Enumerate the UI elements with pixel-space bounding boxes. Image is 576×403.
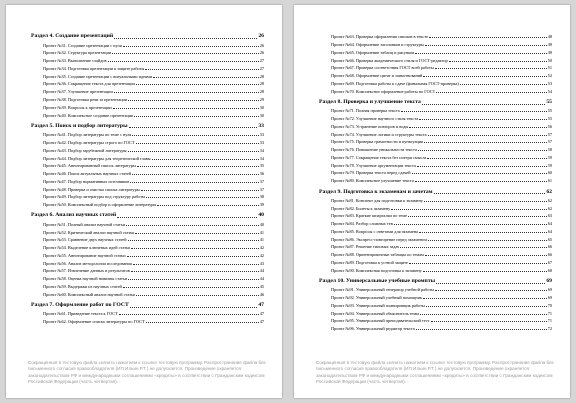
dot-leader [436, 92, 546, 93]
toc-entry [31, 200, 264, 208]
page-number: 49 [547, 49, 552, 55]
dot-leader [146, 322, 259, 323]
page-number: 56 [547, 123, 552, 129]
dot-leader [415, 181, 547, 182]
toc-entry [319, 176, 552, 184]
toc-entry [319, 71, 552, 79]
page-number: 49 [547, 42, 552, 48]
toc-entry-label: Проект №90. Комплексная подготовка к экзамену [331, 267, 422, 273]
toc-entry [31, 110, 264, 118]
toc-entry-label: Проект №95. Универсальный преподавательский тест [331, 318, 430, 324]
toc-entry-label: Проект №96. Универсальный редактор текста [331, 326, 415, 332]
toc-entry-label: Проект №93. Универсальный планировщик работы [331, 302, 425, 308]
page-number: 64 [547, 228, 552, 234]
toc-entry [31, 177, 264, 185]
toc-entry [319, 145, 552, 153]
page-number: 42 [259, 252, 264, 258]
dot-leader [136, 143, 259, 144]
document-page-left [6, 5, 282, 398]
page-number: 37 [259, 178, 264, 184]
toc-entry-label: Проект №73. Устранение повторов и воды [331, 123, 409, 129]
toc-entry [31, 289, 264, 297]
dot-leader [412, 173, 547, 174]
page-number: 55 [546, 99, 552, 106]
toc-entry [31, 184, 264, 192]
dot-leader [419, 119, 547, 120]
dot-leader [424, 201, 547, 202]
toc-entry [31, 282, 264, 290]
toc-entry-label: Проект №43. Подбор зарубежной литературы [43, 147, 127, 153]
dot-leader [423, 298, 547, 299]
toc-entry-label: Проект №65. Оформление таблиц и рисунков [331, 49, 415, 55]
page-number: 62 [547, 197, 552, 203]
toc-entry-label: Проект №31. Создание презентации с нуля [43, 42, 122, 48]
toc-entry [31, 192, 264, 200]
toc-entry-label: Проект №48. Проверка и очистка списка литературы [43, 186, 140, 192]
dot-leader [431, 321, 547, 322]
dot-leader [112, 53, 259, 54]
toc-entry-label: Проект №60. Комплексный анализ научной статьи [43, 291, 136, 297]
toc-entry-label: Проект №47. Подбор нормативных источников [43, 178, 130, 184]
page-number: 37 [259, 186, 264, 192]
toc-section-heading [319, 187, 552, 195]
page-number: 40 [259, 221, 264, 227]
dot-leader [114, 92, 259, 93]
dot-leader [130, 307, 258, 308]
dot-leader [426, 306, 547, 307]
toc-entry-label: Проект №86. Экспресс-повторение перед экзаменом [331, 236, 427, 242]
toc-entry [31, 103, 264, 111]
page-number: 41 [259, 237, 264, 243]
dot-leader [460, 84, 547, 85]
toc-entry-label: Проект №81. Конспект для подготовки к экзамену [331, 197, 423, 203]
toc-entry [319, 234, 552, 242]
section-title: Раздел 10. Универсальные учебные промпты [319, 278, 436, 285]
toc-section-heading [31, 301, 264, 309]
page-number: 50 [547, 57, 552, 63]
dot-leader [416, 329, 547, 330]
toc-entry-label: Проект №79. Проверка текста перед сдачей [331, 170, 411, 176]
toc-entry-label: Проект №35. Создание презентации с визуальными идеями [43, 73, 153, 79]
toc-section-heading [31, 32, 264, 40]
dot-leader [132, 174, 258, 175]
page-number: 46 [259, 291, 264, 297]
toc-entry-label: Проект №52. Критический анализ научной статьи [43, 229, 135, 235]
dot-leader [429, 37, 547, 38]
page-number: 29 [259, 97, 264, 103]
toc-right [319, 32, 552, 332]
section-title: Раздел 7. Оформление работ по ГОСТ [31, 302, 129, 309]
toc-entry [319, 301, 552, 309]
toc-entry [31, 219, 264, 227]
page-number: 65 [547, 236, 552, 242]
toc-entry-label: Проект №37. Улучшение презентации [43, 89, 113, 95]
dot-leader [146, 197, 259, 198]
dot-leader [428, 135, 547, 136]
section-title: Раздел 8. Проверка и улучшение текста [319, 99, 421, 106]
toc-entry [319, 63, 552, 71]
dot-leader [400, 247, 546, 248]
toc-entry [319, 32, 552, 40]
dot-leader [424, 142, 546, 143]
toc-entry [31, 258, 264, 266]
dot-leader [133, 264, 259, 265]
toc-entry [319, 308, 552, 316]
dot-leader [119, 314, 259, 315]
dot-leader [128, 279, 259, 280]
toc-entry-label: Проект №56. Анализ методологии исследования [43, 260, 132, 266]
page-number: 53 [547, 80, 552, 86]
toc-entry [319, 153, 552, 161]
toc-entry [319, 324, 552, 332]
toc-entry-label: Проект №69. Подготовка работы к сдаче (финальная ГОСТ-проверка) [331, 80, 459, 86]
toc-entry [319, 258, 552, 266]
page-number: 26 [259, 50, 264, 56]
toc-entry [319, 316, 552, 324]
toc-entry [31, 227, 264, 235]
dot-leader [135, 233, 258, 234]
toc-entry-label: Проект №36. Сокращение текста для презентации [43, 81, 135, 87]
toc-section-heading [31, 211, 264, 219]
page-number: 69 [547, 295, 552, 301]
dot-leader [136, 84, 259, 85]
dot-leader [428, 240, 547, 241]
toc-entry-label: Проект №34. Подготовка презентации к защите работы [43, 65, 145, 71]
page-number: 66 [547, 252, 552, 258]
page-number: 55 [547, 116, 552, 122]
dot-leader [423, 271, 547, 272]
page-number: 33 [258, 122, 264, 129]
dot-leader [422, 104, 545, 105]
page-number: 27 [259, 58, 264, 64]
toc-entry-label: Проект №38. Подготовка речи за презентации [43, 97, 128, 103]
page-number: 63 [547, 213, 552, 219]
page-number: 70 [547, 302, 552, 308]
page-number: 59 [547, 162, 552, 168]
dot-leader [394, 224, 546, 225]
page-number: 35 [259, 163, 264, 169]
toc-entry [319, 114, 552, 122]
toc-entry-label: Проект №91. Универсальный генератор учебной работы [331, 287, 435, 293]
page-number: 67 [547, 259, 552, 265]
toc-entry-label: Проект №88. Ориентировочные таблицы по темам [331, 252, 424, 258]
section-title: Раздел 4. Создание презентаций [31, 33, 114, 40]
toc-entry-label: Проект №63. Проверка оформления списков в тексте [331, 34, 429, 40]
toc-entry [31, 309, 264, 317]
toc-entry-label: Проект №44. Подбор литературы для теоретической главы [43, 155, 151, 161]
toc-entry [319, 219, 552, 227]
toc-entry [319, 55, 552, 63]
toc-entry-label: Проект №76. Повышение уникальности текста [331, 147, 417, 153]
dot-leader [420, 314, 547, 315]
toc-entry [319, 242, 552, 250]
toc-section-heading [31, 122, 264, 130]
dot-leader [408, 216, 547, 217]
toc-entry [31, 79, 264, 87]
toc-entry-label: Проект №64. Оформление заголовков и структуры [331, 42, 424, 48]
page-number: 66 [547, 244, 552, 250]
page-number: 64 [547, 221, 552, 227]
toc-entry [31, 243, 264, 251]
toc-entry-label: Проект №46. Поиск актуальных научных статей [43, 171, 132, 177]
page-number: 58 [547, 147, 552, 153]
toc-entry [31, 64, 264, 72]
page-number: 61 [547, 178, 552, 184]
toc-entry-label: Проект №45. Аннотированный список литературы [43, 163, 136, 169]
dot-leader [434, 193, 546, 194]
toc-entry-label: Проект №72. Улучшение научного стиля текста [331, 116, 419, 122]
page-number: 40 [258, 212, 264, 219]
toc-entry [319, 293, 552, 301]
toc-entry [319, 203, 552, 211]
page-number: 60 [547, 170, 552, 176]
dot-leader [391, 209, 546, 210]
dot-leader [128, 240, 259, 241]
page-number: 34 [259, 155, 264, 161]
dot-leader [435, 68, 547, 69]
dot-leader [137, 166, 259, 167]
toc-entry-label: Проект №85. Вопросы с ответами для экзамена [331, 228, 418, 234]
toc-entry-label: Проект №84. Разбор сложных тем [331, 221, 394, 227]
toc-entry [319, 48, 552, 56]
dot-leader [128, 151, 259, 152]
page-number: 57 [547, 131, 552, 137]
toc-entry-label: Проект №74. Улучшение логики и структуры текста [331, 131, 427, 137]
toc-entry [31, 40, 264, 48]
toc-entry [319, 106, 552, 114]
toc-entry-label: Проект №66. Проверка академического стиля и ГОСТ-редактор [331, 57, 448, 63]
toc-entry-label: Проект №53. Сравнение двух научных статей [43, 237, 127, 243]
toc-entry-label: Проект №80. Комплексное улучшение текста [331, 178, 414, 184]
page-number: 36 [259, 171, 264, 177]
toc-entry [31, 138, 264, 146]
page-number: 51 [547, 65, 552, 71]
page-number: 72 [547, 326, 552, 332]
toc-entry [31, 87, 264, 95]
page-number: 30 [259, 104, 264, 110]
dot-leader [134, 116, 258, 117]
page-number: 44 [259, 276, 264, 282]
toc-entry [31, 274, 264, 282]
page-number: 69 [546, 278, 552, 285]
page-number: 42 [259, 245, 264, 251]
dot-leader [130, 182, 258, 183]
toc-entry [31, 266, 264, 274]
dot-leader [449, 61, 547, 62]
toc-entry-label: Проект №54. Выделение ключевых идей статьи [43, 245, 131, 251]
dot-leader [131, 271, 259, 272]
section-title: Раздел 9. Подготовка к экзаменам и зачетам [319, 188, 433, 195]
page-number: 47 [259, 311, 264, 317]
page-number: 52 [547, 73, 552, 79]
page-number: 44 [259, 268, 264, 274]
page-footer-notice: Сокращенная в тестовую файла скачать нажатием к ссылке тестовую программу. Распространение файла без письменного согласия правообладателя (ИП Ильин Р.Т.) не допускается. Произведение охраняется законодательством РФ и международными соглашениями «кредиты» в соответствии с Гражданским кодексом Российской Федерации (часть четвертая). [316, 360, 554, 384]
toc-entry [319, 86, 552, 94]
dot-leader [415, 53, 546, 54]
dot-leader [123, 287, 259, 288]
toc-entry [31, 56, 264, 64]
toc-entry [31, 48, 264, 56]
page-number: 34 [259, 147, 264, 153]
toc-entry [31, 153, 264, 161]
toc-entry [319, 40, 552, 48]
page-number: 28 [259, 89, 264, 95]
page-number: 55 [547, 108, 552, 114]
toc-entry-label: Проект №68. Оформление цитат и заимствований [331, 73, 423, 79]
dot-leader [418, 150, 547, 151]
toc-entry-label: Проект №70. Комплексное оформление работы по ГОСТ [331, 88, 436, 94]
toc-entry [319, 250, 552, 258]
dot-leader [409, 263, 547, 264]
toc-entry [31, 161, 264, 169]
dot-leader [409, 127, 546, 128]
toc-entry [31, 235, 264, 243]
page-number: 71 [547, 318, 552, 324]
dot-leader [141, 190, 259, 191]
toc-entry-label: Проект №83. Краткие шпаргалки по теме [331, 213, 407, 219]
dot-leader [153, 77, 259, 78]
toc-entry-label: Проект №75. Проверка грамотности и пунктуации [331, 139, 424, 145]
page-number: 47 [258, 302, 264, 309]
dot-leader [126, 225, 259, 226]
dot-leader [425, 45, 547, 46]
dot-leader [427, 158, 546, 159]
toc-entry [319, 137, 552, 145]
page-number: 43 [259, 260, 264, 266]
toc-entry [319, 79, 552, 87]
page-number: 38 [259, 194, 264, 200]
toc-entry-label: Проект №51. Полный анализ научной статьи [43, 221, 126, 227]
page-number: 33 [259, 132, 264, 138]
toc-entry-label: Проект №71. Полная проверка текста [331, 108, 400, 114]
dot-leader [114, 38, 257, 39]
dot-leader [157, 205, 258, 206]
toc-entry-label: Проект №87. Решение типовых задач [331, 244, 400, 250]
toc-section-heading [319, 277, 552, 285]
dot-leader [419, 232, 547, 233]
dot-leader [127, 256, 259, 257]
toc-entry-label: Проект №57. Извлечение данных и результатов [43, 268, 130, 274]
page-number: 59 [547, 154, 552, 160]
dot-leader [128, 100, 259, 101]
document-page-right [294, 5, 570, 398]
page-number: 33 [259, 139, 264, 145]
toc-entry [31, 95, 264, 103]
toc-entry-label: Проект №77. Сокращение текста без потери смысла [331, 154, 427, 160]
toc-entry-label: Проект №33. Выполнение слайдов [43, 58, 107, 64]
page-number: 39 [259, 202, 264, 208]
page-number: 71 [547, 310, 552, 316]
page-number: 45 [259, 283, 264, 289]
page-number: 27 [259, 65, 264, 71]
toc-entry-label: Проект №62. Оформление списка литературы по ГОСТ [43, 319, 145, 325]
toc-entry [31, 71, 264, 79]
page-number: 26 [259, 42, 264, 48]
page-number: 68 [547, 267, 552, 273]
toc-entry [31, 169, 264, 177]
toc-section-heading [319, 98, 552, 106]
toc-entry-label: Проект №58. Оценка научной новизны статьи [43, 276, 128, 282]
dot-leader [435, 290, 547, 291]
page-number: 28 [259, 73, 264, 79]
toc-entry [319, 122, 552, 130]
toc-entry [319, 196, 552, 204]
toc-entry-label: Проект №50. Комплексный подбор и оформление литературы [43, 202, 157, 208]
toc-entry [31, 130, 264, 138]
dot-leader [131, 248, 258, 249]
dot-leader [108, 61, 259, 62]
page-number: 41 [259, 229, 264, 235]
toc-entry-label: Проект №41. Подбор литературы по теме с нуля [43, 132, 132, 138]
dot-leader [129, 127, 258, 128]
toc-entry-label: Проект №55. Аннотирование научной статьи [43, 252, 126, 258]
dot-leader [436, 283, 545, 284]
page-number: 54 [547, 88, 552, 94]
toc-entry [31, 317, 264, 325]
dot-leader [123, 46, 259, 47]
dot-leader [401, 111, 547, 112]
toc-entry-label: Проект №82. Билеты к экзамену [331, 205, 391, 211]
page-number: 62 [546, 188, 552, 195]
toc-entry-label: Проект №49. Подбор литературы под структуру работы [43, 194, 146, 200]
toc-entry [319, 211, 552, 219]
page-number: 62 [547, 205, 552, 211]
toc-entry [319, 160, 552, 168]
toc-entry-label: Проект №59. Выдержки из научных статей [43, 283, 122, 289]
toc-entry-label: Проект №32. Структура презентации [43, 50, 112, 56]
toc-entry-label: Проект №61. Приведение текста к ГОСТ [43, 311, 118, 317]
toc-entry [31, 251, 264, 259]
toc-entry [319, 285, 552, 293]
dot-leader [152, 159, 259, 160]
toc-entry-label: Проект №94. Универсальный объяснитель темы [331, 310, 420, 316]
toc-entry-label: Проект №40. Комплексное создание презентации [43, 112, 134, 118]
section-title: Раздел 5. Поиск и подбор литературы [31, 122, 128, 129]
dot-leader [417, 166, 547, 167]
page-number: 28 [259, 81, 264, 87]
dot-leader [113, 108, 259, 109]
toc-left [31, 32, 264, 325]
dot-leader [423, 76, 546, 77]
page-footer-notice: Сокращенная в тестовую файла скачать нажатием к ссылке тестовую программу. Распространение файла без письменного согласия правообладателя (ИП Ильин Р.Т.) не допускается. Произведение охраняется законодательством РФ и международными соглашениями «кредиты» в соответствии с Гражданским кодексом Российской Федерации (часть четвертая). [28, 360, 266, 384]
toc-entry [319, 168, 552, 176]
dot-leader [136, 295, 258, 296]
toc-entry [319, 129, 552, 137]
page-number: 48 [547, 34, 552, 40]
page-number: 26 [258, 33, 264, 40]
page-number: 30 [259, 112, 264, 118]
toc-entry-label: Проект №67. Проверка соответствия ГОСТ всей работы [331, 65, 434, 71]
toc-entry [319, 265, 552, 273]
dot-leader [145, 69, 258, 70]
dot-leader [117, 217, 257, 218]
toc-entry-label: Проект №42. Подбор литературы строго по ГОСТ [43, 139, 135, 145]
toc-entry [319, 227, 552, 235]
page-number: 57 [547, 139, 552, 145]
section-title: Раздел 6. Анализ научных статей [31, 212, 117, 219]
toc-entry-label: Проект №92. Универсальный учебный помощник [331, 295, 422, 301]
dot-leader [132, 135, 258, 136]
dot-leader [425, 255, 547, 256]
toc-entry-label: Проект №39. Вопросы к презентации [43, 104, 112, 110]
toc-entry [31, 145, 264, 153]
page-number: 69 [547, 287, 552, 293]
toc-entry-label: Проект №89. Подготовка к устной защите [331, 259, 408, 265]
page-number: 47 [259, 319, 264, 325]
toc-entry-label: Проект №78. Улучшение аргументации текста [331, 162, 416, 168]
